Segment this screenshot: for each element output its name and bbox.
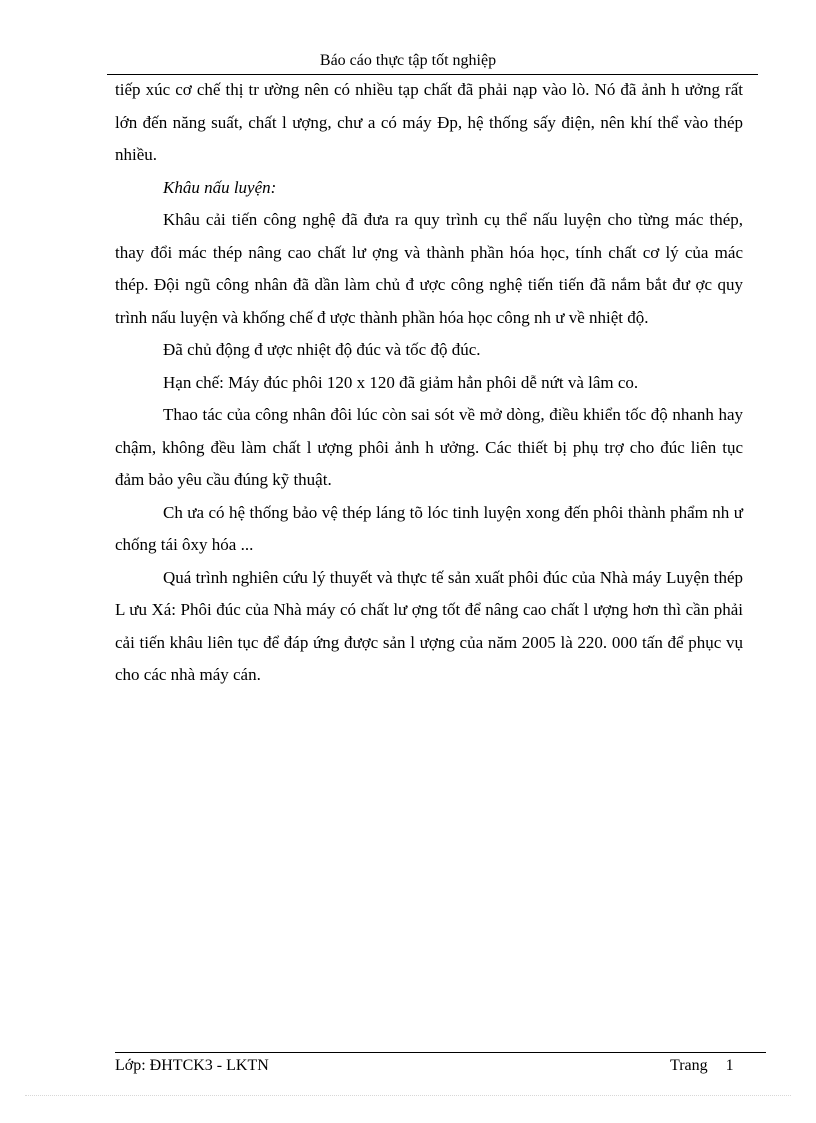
paragraph: Hạn chế: Máy đúc phôi 120 x 120 đã giảm hẳn phôi dễ nứt và lâm co.	[163, 372, 639, 392]
paragraph: Đã chủ động đ ược nhiệt độ đúc và tốc độ đúc.	[163, 340, 481, 359]
page-header-title: Báo cáo thực tập tốt nghiệp	[319, 52, 497, 69]
paragraph: Quá trình nghiên cứu lý thuyết và thực tế sản xuất phôi đúc của Nhà máy Luyện thép L ưu Xá: Phôi đúc của Nhà máy có chất lư ợng tốt để nâng cao chất l ượng hơn thì cần phải cải tiến khâu liên tục để đáp ứng được sản l ượng của năm 2005 là 220. 000 tấn để phục vụ cho các nhà máy cán.	[115, 567, 743, 684]
document-body	[115, 74, 743, 692]
footer-page-label: Trang	[670, 1057, 708, 1074]
footer-page-number: 1	[725, 1057, 734, 1074]
paragraph: Thao tác của công nhân đôi lúc còn sai sót về mở dòng, điều khiển tốc độ nhanh hay chậm, không đều làm chất l ượng phôi ảnh h ưởng. Các thiết bị phụ trợ cho đúc liên tục đảm bảo yêu cầu đúng kỹ thuật.	[115, 405, 743, 489]
paragraph-continuation: tiếp xúc cơ chế thị tr ường nên có nhiều tạp chất đã phải nạp vào lò. Nó đã ảnh h ưởng rất lớn đến năng suất, chất l ượng, chư a có máy Đp, hệ thống sấy điện, nên khí thể vào thép nhiều.	[115, 80, 743, 164]
footer-class-label: Lớp: ĐHTCK3 - LKTN	[115, 1057, 269, 1074]
footer-page-indicator	[670, 1055, 734, 1077]
footer-divider	[115, 1052, 766, 1053]
page-bottom-dotted-border	[25, 1095, 791, 1096]
paragraph: Khâu cải tiến công nghệ đã đưa ra quy trình cụ thể nấu luyện cho từng mác thép, thay đổi mác thép nâng cao chất lư ợng và thành phần hóa học, tính chất cơ lý của mác thép. Đội ngũ công nhân đã dần làm chủ đ ược công nghệ tiến tiến đã nắm bắt đư ợc quy trình nấu luyện và khống chế đ ược thành phần hóa học công nh ư về nhiệt độ.	[115, 210, 743, 327]
paragraph: Ch ưa có hệ thống bảo vệ thép láng tõ lóc tinh luyện xong đến phôi thành phẩm nh ư chống tái ôxy hóa ...	[115, 502, 743, 554]
section-heading-nau-luyen: Khâu nấu luyện:	[163, 177, 277, 197]
